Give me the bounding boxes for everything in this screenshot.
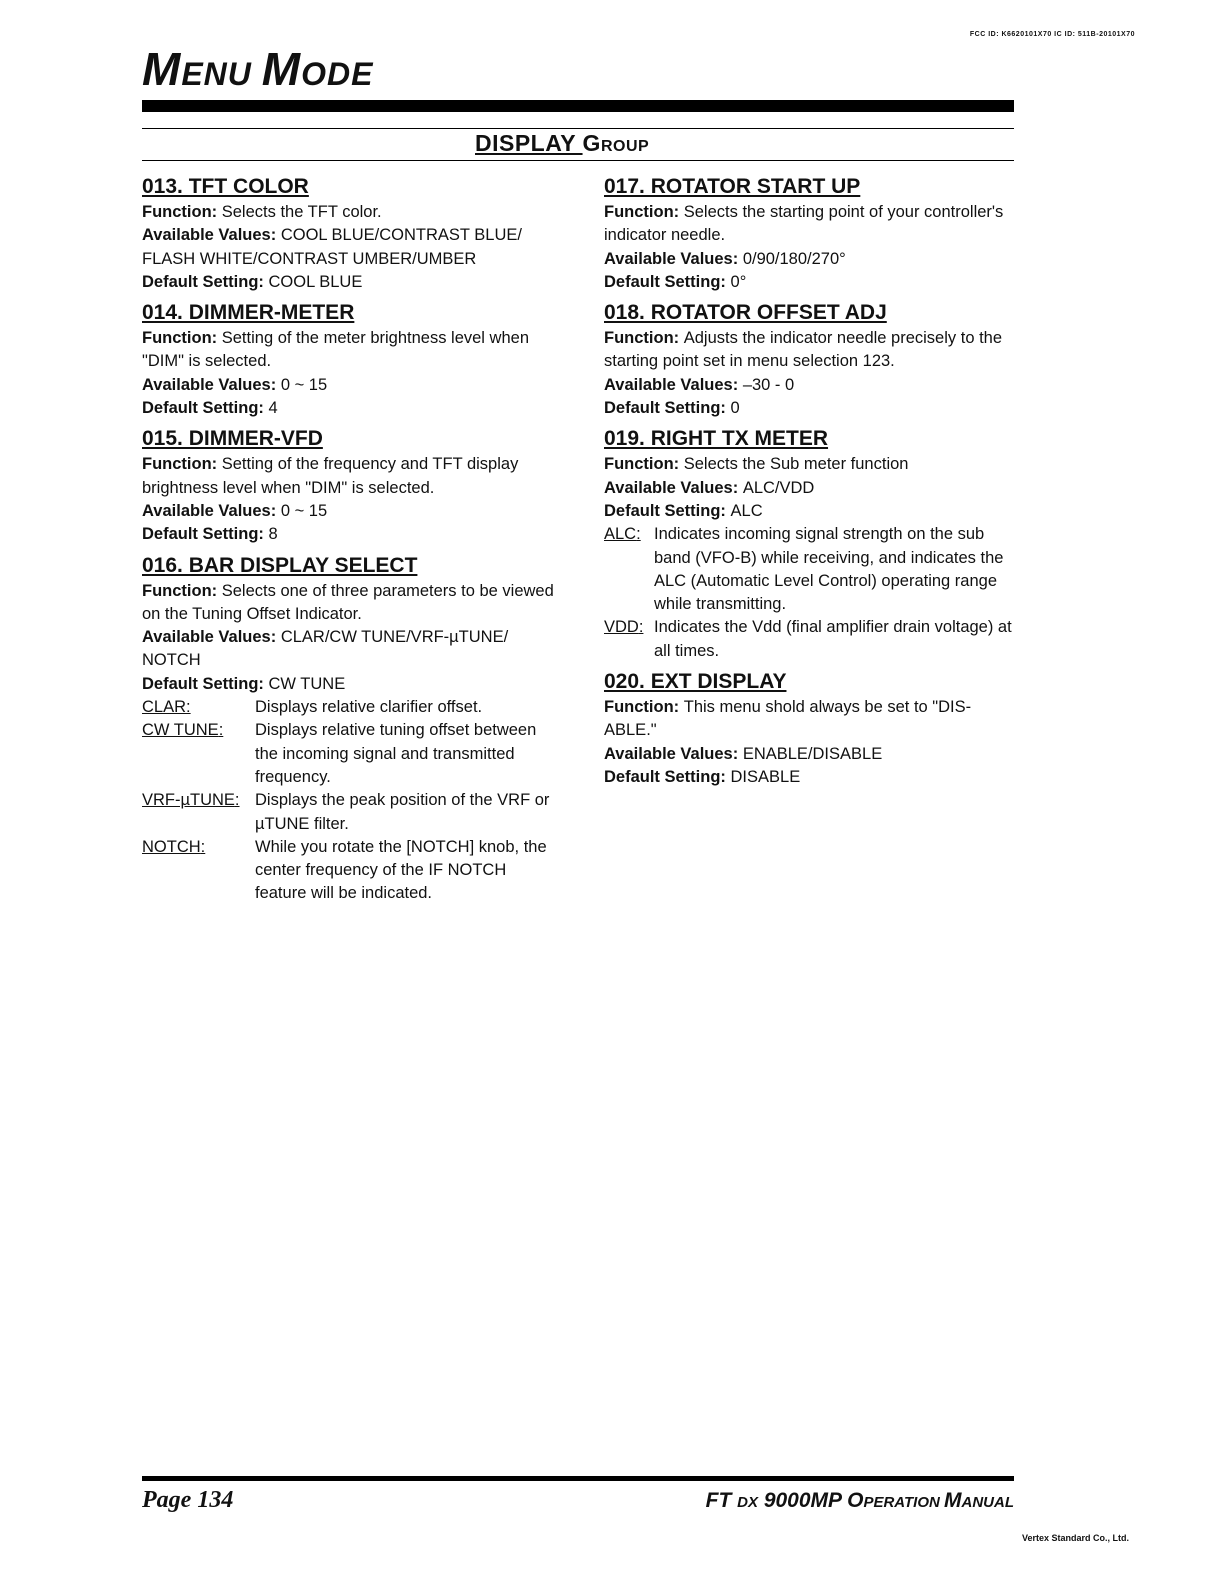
- default-setting-line-value: ALC: [730, 501, 763, 520]
- function-line: [604, 201, 1016, 248]
- definition-row: [604, 523, 1016, 616]
- section-heading: 016. BAR DISPLAY SELECT: [142, 553, 418, 577]
- default-setting-line-colon: :: [720, 399, 731, 418]
- available-values-line-colon: :: [270, 628, 281, 647]
- default-setting-line-colon: :: [720, 767, 731, 786]
- function-line-colon: :: [673, 455, 684, 474]
- definition-term: [604, 523, 654, 616]
- default-setting-line-label: Default Setting: [604, 272, 721, 291]
- function-line-colon: :: [211, 203, 222, 221]
- function-line-colon: :: [211, 455, 222, 474]
- default-setting-line-label: Default Setting: [604, 767, 721, 786]
- function-line-colon: :: [673, 203, 684, 221]
- section-heading: 018. ROTATOR OFFSET ADJ: [604, 301, 887, 325]
- default-setting-line-label: Default Setting: [142, 674, 259, 693]
- definition-term: [142, 719, 255, 789]
- function-line: [142, 453, 554, 500]
- available-values-line-colon: :: [732, 249, 743, 268]
- function-line-colon: :: [673, 329, 684, 348]
- default-setting-line-colon: :: [258, 272, 269, 291]
- function-line-value: This menu shold always be set to "DIS-ABLE.": [604, 698, 972, 740]
- menu-section: [604, 669, 1016, 789]
- default-setting-line-colon: :: [258, 525, 269, 544]
- title-part: ODE: [301, 56, 374, 92]
- page-number: Page 134: [142, 1487, 234, 1513]
- default-setting-line-label: Default Setting: [142, 525, 259, 544]
- page-title: [142, 43, 374, 95]
- manual-title-part: PERATION: [863, 1494, 944, 1511]
- menu-section: [604, 174, 1016, 294]
- function-line-colon: :: [211, 329, 222, 348]
- default-setting-line-value: COOL BLUE: [268, 272, 363, 291]
- menu-section: [142, 174, 554, 294]
- title-part: M: [261, 43, 302, 95]
- group-title: [475, 130, 649, 157]
- definition-term-colon: :: [234, 791, 240, 810]
- default-setting-line: [142, 523, 554, 546]
- default-setting-line-value: 0: [730, 399, 740, 418]
- available-values-line-value: ENABLE/DISABLE: [742, 744, 883, 763]
- default-setting-line-value: CW TUNE: [268, 674, 346, 693]
- default-setting-line-colon: :: [720, 272, 731, 291]
- menu-section: [142, 300, 554, 420]
- function-line-label: Function: [604, 455, 674, 474]
- definition-term: [142, 789, 255, 836]
- right-column: [604, 174, 1016, 795]
- title-part: ENU: [181, 56, 262, 92]
- section-heading: 013. TFT COLOR: [142, 175, 309, 198]
- section-heading: 014. DIMMER-METER: [142, 301, 355, 325]
- header-bar: [142, 100, 1014, 112]
- definition-term: [142, 696, 255, 719]
- function-line-label: Function: [604, 698, 674, 717]
- function-line-colon: :: [673, 698, 684, 717]
- default-setting-line-value: 8: [268, 525, 278, 544]
- function-line-colon: :: [211, 581, 222, 600]
- function-line: [604, 696, 1016, 743]
- available-values-line-label: Available Values: [142, 501, 271, 520]
- manual-title-part: 9000MP: [757, 1489, 848, 1512]
- available-values-line-colon: :: [732, 478, 743, 497]
- function-line-value: Setting of the frequency and TFT display brightness level when "DIM" is selected.: [142, 455, 519, 497]
- default-setting-line-label: Default Setting: [142, 399, 259, 418]
- available-values-line-value: CLAR/CW TUNE/VRF-µTUNE/ NOTCH: [142, 628, 509, 670]
- divider-bottom: [142, 160, 1014, 161]
- definition-desc: Indicates the Vdd (final amplifier drain voltage) at all times.: [654, 618, 1012, 660]
- definition-term-colon: :: [186, 698, 191, 717]
- available-values-line-label: Available Values: [142, 628, 271, 647]
- available-values-line-value: –30 - 0: [742, 375, 795, 394]
- definition-term: [142, 836, 255, 906]
- title-part: M: [142, 43, 182, 95]
- available-values-line: [142, 374, 554, 397]
- available-values-line-value: 0/90/180/270°: [742, 249, 846, 268]
- available-values-line: [604, 743, 1016, 766]
- function-line-label: Function: [604, 329, 674, 348]
- default-setting-line-colon: :: [258, 399, 269, 418]
- function-line-value: Selects one of three parameters to be viewed on the Tuning Offset Indicator.: [142, 581, 554, 623]
- available-values-line-colon: :: [270, 226, 281, 245]
- manual-title-part: FT: [705, 1489, 738, 1512]
- default-setting-line: [142, 271, 554, 294]
- menu-section: [604, 426, 1016, 663]
- available-values-line-value: 0 ~ 15: [280, 375, 328, 394]
- fcc-id: FCC ID: K6620101X70 IC ID: 511B-20101X70: [969, 31, 1135, 38]
- available-values-line-value: COOL BLUE/CONTRAST BLUE/ FLASH WHITE/CONTRAST UMBER/UMBER: [142, 226, 522, 268]
- definition-desc: Displays relative clarifier offset.: [255, 698, 483, 717]
- group-title-rest: ROUP: [600, 138, 650, 155]
- group-title-main: DISPLAY: [475, 130, 583, 156]
- definition-row: [604, 616, 1016, 663]
- default-setting-line-label: Default Setting: [604, 501, 721, 520]
- available-values-line-colon: :: [270, 375, 281, 394]
- function-line-label: Function: [142, 329, 212, 348]
- available-values-line-label: Available Values: [604, 744, 733, 763]
- function-line: [142, 201, 554, 224]
- definition-row: [142, 789, 554, 836]
- manual-title-part: DX: [737, 1494, 758, 1511]
- available-values-line-value: ALC/VDD: [742, 478, 815, 497]
- default-setting-line-colon: :: [258, 674, 269, 693]
- available-values-line-label: Available Values: [142, 226, 271, 245]
- function-line: [604, 453, 1016, 476]
- function-line-label: Function: [142, 203, 212, 221]
- available-values-line: [142, 626, 554, 673]
- available-values-line: [604, 248, 1016, 271]
- manual-title-part: M: [944, 1489, 962, 1512]
- manual-title-part: O: [847, 1489, 864, 1512]
- definition-term-colon: :: [218, 721, 224, 740]
- definition-term-text: NOTCH: [142, 837, 201, 856]
- divider-top: [142, 128, 1014, 129]
- function-line-value: Selects the Sub meter function: [683, 455, 909, 474]
- function-line: [142, 580, 554, 627]
- definition-row: [142, 696, 554, 719]
- function-line-value: Selects the starting point of your controller's indicator needle.: [604, 203, 1004, 245]
- available-values-line-colon: :: [732, 744, 743, 763]
- manual-title-part: ANUAL: [961, 1494, 1014, 1511]
- default-setting-line: [604, 500, 1016, 523]
- definition-term-colon: :: [636, 525, 641, 544]
- available-values-line-value: 0 ~ 15: [280, 501, 328, 520]
- function-line-label: Function: [142, 455, 212, 474]
- definition-term: [604, 616, 654, 663]
- definition-desc: While you rotate the [NOTCH] knob, the center frequency of the IF NOTCH feature will be indicated.: [255, 837, 547, 903]
- definition-term-text: VRF-µTUNE: [142, 791, 235, 810]
- function-line-value: Selects the TFT color.: [221, 203, 382, 221]
- section-heading: 017. ROTATOR START UP: [604, 175, 861, 198]
- function-line-label: Function: [142, 581, 212, 600]
- definition-desc: Displays relative tuning offset between the incoming signal and transmitted frequency.: [255, 721, 537, 786]
- function-line: [604, 327, 1016, 374]
- default-setting-line-label: Default Setting: [604, 399, 721, 418]
- available-values-line: [604, 374, 1016, 397]
- available-values-line: [604, 477, 1016, 500]
- group-title-initial: G: [582, 130, 601, 156]
- available-values-line-label: Available Values: [604, 375, 733, 394]
- default-setting-line-label: Default Setting: [142, 272, 259, 291]
- available-values-line-label: Available Values: [604, 478, 733, 497]
- function-line-label: Function: [604, 203, 674, 221]
- available-values-line: [142, 224, 554, 271]
- definition-term-text: CLAR: [142, 698, 187, 717]
- left-column: [142, 174, 554, 912]
- section-heading: 015. DIMMER-VFD: [142, 427, 323, 451]
- function-line-value: Adjusts the indicator needle precisely to the starting point set in menu selection 123.: [604, 329, 1003, 371]
- definition-term-colon: :: [638, 618, 644, 637]
- default-setting-line-value: 0°: [730, 272, 747, 291]
- definition-term-colon: :: [200, 837, 206, 856]
- company-name: Vertex Standard Co., Ltd.: [1021, 1533, 1129, 1543]
- section-heading: 020. EXT DISPLAY: [604, 670, 787, 694]
- section-heading: 019. RIGHT TX METER: [604, 427, 829, 451]
- available-values-line-colon: :: [732, 375, 743, 394]
- default-setting-line-colon: :: [720, 501, 731, 520]
- footer-bar: [142, 1476, 1014, 1481]
- available-values-line-label: Available Values: [604, 249, 733, 268]
- definition-desc: Displays the peak position of the VRF or µTUNE filter.: [255, 791, 550, 833]
- default-setting-line: [142, 397, 554, 420]
- definition-row: [142, 719, 554, 789]
- manual-title: [706, 1489, 1014, 1513]
- function-line: [142, 327, 554, 374]
- default-setting-line: [604, 397, 1016, 420]
- definition-row: [142, 836, 554, 906]
- default-setting-line: [604, 766, 1016, 789]
- definition-desc: Indicates incoming signal strength on the sub band (VFO-B) while receiving, and indicates the ALC (Automatic Level Control) operating range while transmitting.: [654, 525, 1004, 614]
- definition-term-text: ALC: [604, 525, 637, 544]
- default-setting-line-value: 4: [268, 399, 278, 418]
- definition-term-text: VDD: [604, 618, 639, 637]
- available-values-line-colon: :: [270, 501, 281, 520]
- definition-term-text: CW TUNE: [142, 721, 219, 740]
- default-setting-line: [604, 271, 1016, 294]
- default-setting-line-value: DISABLE: [730, 767, 801, 786]
- menu-section: [604, 300, 1016, 420]
- available-values-line-label: Available Values: [142, 375, 271, 394]
- function-line-value: Setting of the meter brightness level when "DIM" is selected.: [142, 329, 530, 371]
- available-values-line: [142, 500, 554, 523]
- menu-section: [142, 426, 554, 546]
- menu-section: [142, 553, 554, 906]
- default-setting-line: [142, 673, 554, 696]
